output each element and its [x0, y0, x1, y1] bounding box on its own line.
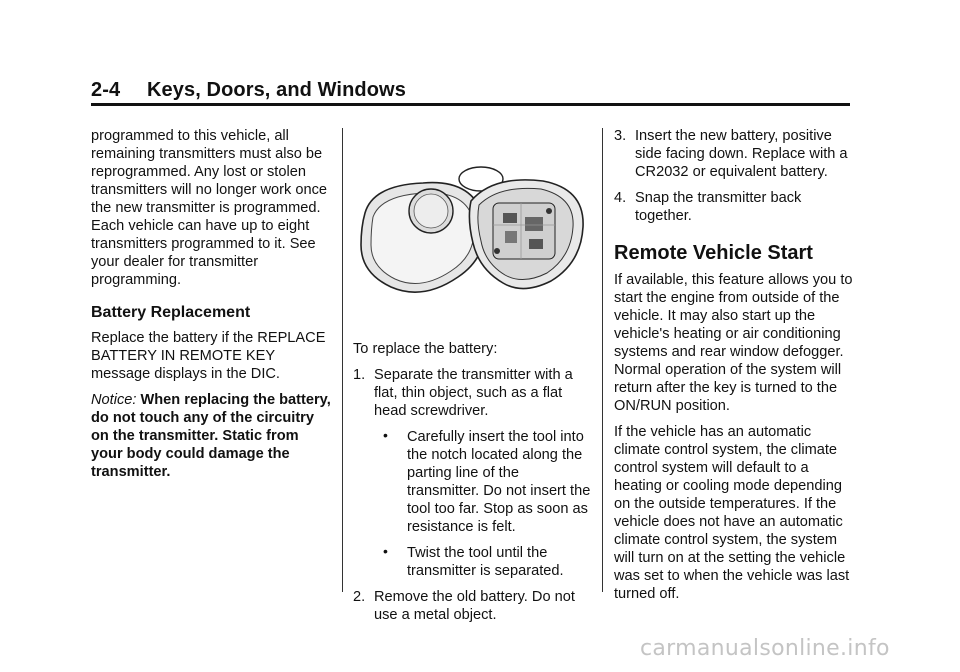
remote-vehicle-start-heading: Remote Vehicle Start	[614, 242, 813, 264]
bullet-dot-icon: •	[383, 543, 388, 559]
battery-replacement-heading: Battery Replacement	[91, 304, 251, 321]
chapter-title: Keys, Doors, and Windows	[147, 79, 406, 101]
battery-paragraph: Replace the battery if the REPLACE BATTERY IN REMOTE KEY message displays in the DIC.	[91, 330, 326, 382]
step-1-text: Separate the transmitter with a flat, thin object, such as a flat head screwdriver.	[374, 367, 573, 419]
replace-intro: To replace the battery:	[353, 341, 498, 357]
step-1-number: 1.	[353, 367, 366, 383]
transmitter-illustration	[353, 165, 591, 305]
step-2	[353, 588, 591, 624]
notice-text: When replacing the battery, do not touch any of the circuitry on the transmitter. Static from your body could damage the transmitter.	[91, 392, 331, 480]
step-3-text: Insert the new battery, positive side facing down. Replace with a CR2032 or equivalent battery.	[635, 128, 848, 180]
column-3	[614, 127, 854, 611]
page-number: 2-4	[91, 79, 121, 101]
column-divider-1	[342, 128, 343, 592]
bullet-2-text: Twist the tool until the transmitter is separated.	[407, 545, 564, 579]
bullet-dot-icon: •	[383, 427, 388, 443]
notice-paragraph	[91, 391, 331, 481]
step-4-text: Snap the transmitter back together.	[635, 190, 802, 224]
step-1	[353, 366, 591, 420]
header-rule	[91, 103, 850, 106]
bullet-2	[374, 544, 591, 580]
step-2-text: Remove the old battery. Do not use a metal object.	[374, 589, 575, 623]
step-3-number: 3.	[614, 128, 627, 144]
intro-paragraph: programmed to this vehicle, all remaining transmitters must also be reprogrammed. Any lost or stolen transmitters will no longer work once the new transmitter is programmed. Each vehicle can have up to eight transmitters programmed to it. See your dealer for transmitter programming.	[91, 128, 328, 288]
step-2-number: 2.	[353, 589, 366, 605]
bullet-1-text: Carefully insert the tool into the notch located along the parting line of the transmitter. Do not insert the tool too far. Stop as soon as resistance is felt.	[407, 429, 591, 535]
column-1	[91, 127, 331, 489]
column-divider-2	[602, 128, 603, 592]
step-4	[614, 189, 854, 225]
step-3	[614, 127, 854, 181]
remote-paragraph-1: If available, this feature allows you to start the engine from outside of the vehicle. It may also start up the vehicle's heating or air conditioning systems and rear window defogger. Normal operation of the system will return after the key is turned to the ON/RUN position.	[614, 272, 853, 414]
bullet-1	[374, 428, 591, 536]
notice-label: Notice:	[91, 392, 137, 408]
column-2	[353, 127, 591, 632]
remote-paragraph-2: If the vehicle has an automatic climate control system, the climate control system will default to a heating or cooling mode depending on the outside temperatures. If the vehicle does not have an automatic climate control system, the system will turn on at the setting the vehicle was set to when the vehicle was last turned off.	[614, 424, 850, 602]
page-header	[91, 79, 850, 102]
step-4-number: 4.	[614, 190, 627, 206]
watermark: carmanualsonline.info	[640, 636, 890, 661]
